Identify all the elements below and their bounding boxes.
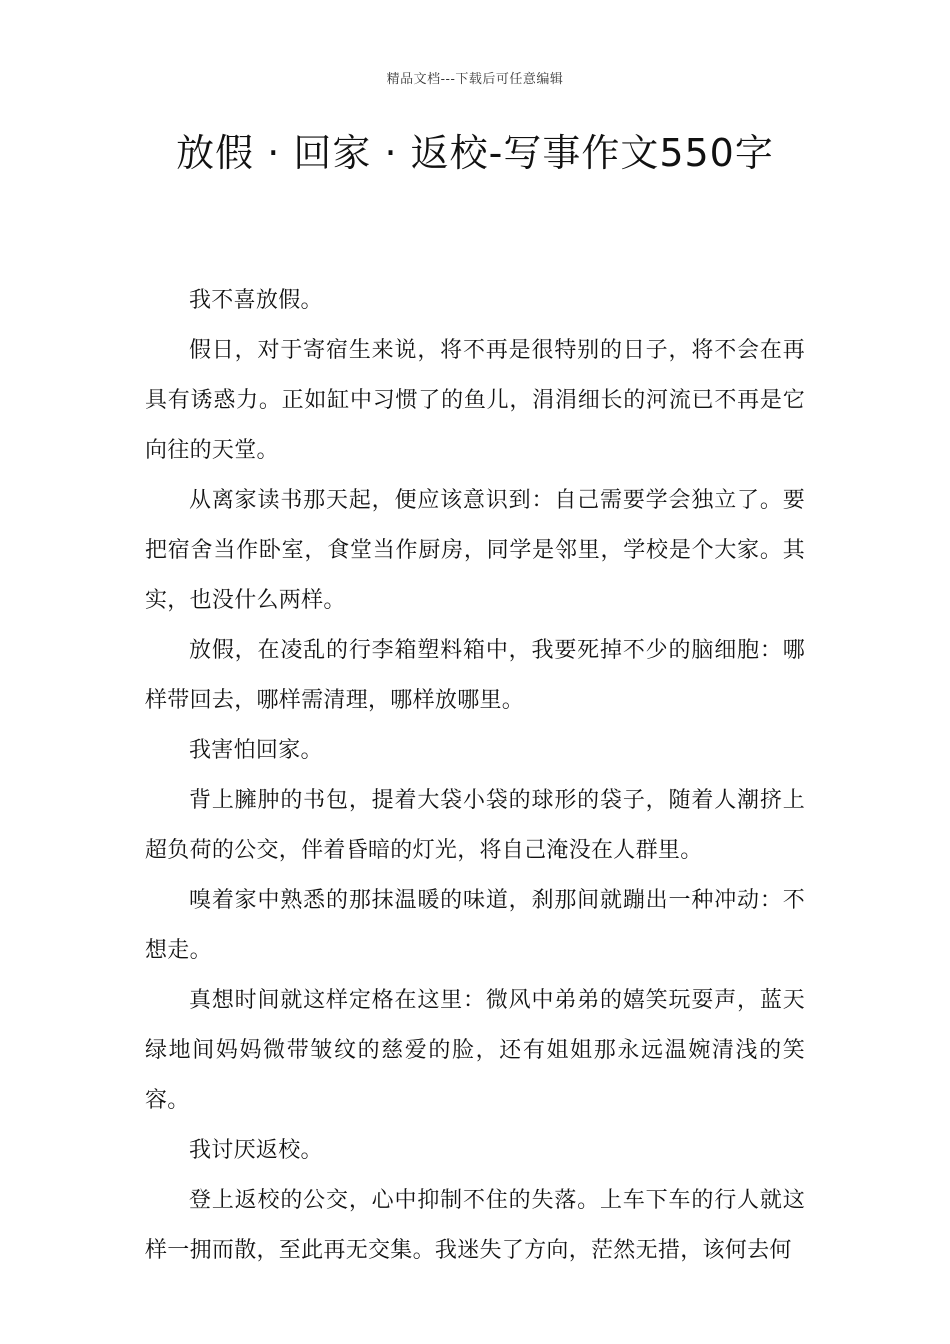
paragraph: 背上臃肿的书包，提着大袋小袋的球形的袋子，随着人潮挤上超负荷的公交，伴着昏暗的灯光，将自己淹没在人群里。: [145, 788, 805, 863]
paragraph: 我讨厌返校。: [189, 1138, 323, 1163]
paragraph: 我不喜放假。: [189, 288, 323, 313]
paragraph: 假日，对于寄宿生来说，将不再是很特别的日子，将不会在再具有诱惑力。正如缸中习惯了的鱼儿，涓涓细长的河流已不再是它向往的天堂。: [145, 338, 805, 463]
paragraph: 嗅着家中熟悉的那抹温暖的味道，刹那间就蹦出一种冲动：不想走。: [145, 888, 805, 963]
document-title: 放假 · 回家 · 返校-写事作文550字: [176, 131, 774, 175]
paragraph: 登上返校的公交，心中抑制不住的失落。上车下车的行人就这样一拥而散，至此再无交集。我迷失了方向，茫然无措，该何去何: [145, 1188, 805, 1263]
document-body: [145, 276, 805, 1276]
header-note: 精品文档---下载后可任意编辑: [386, 72, 564, 87]
paragraph: 放假，在凌乱的行李箱塑料箱中，我要死掉不少的脑细胞：哪样带回去，哪样需清理，哪样放哪里。: [145, 638, 805, 713]
paragraph: 从离家读书那天起，便应该意识到：自己需要学会独立了。要把宿舍当作卧室，食堂当作厨房，同学是邻里，学校是个大家。其实，也没什么两样。: [145, 488, 805, 613]
paragraph: 真想时间就这样定格在这里：微风中弟弟的嬉笑玩耍声，蓝天绿地间妈妈微带皱纹的慈爱的脸，还有姐姐那永远温婉清浅的笑容。: [145, 988, 805, 1113]
paragraph: 我害怕回家。: [189, 738, 323, 763]
